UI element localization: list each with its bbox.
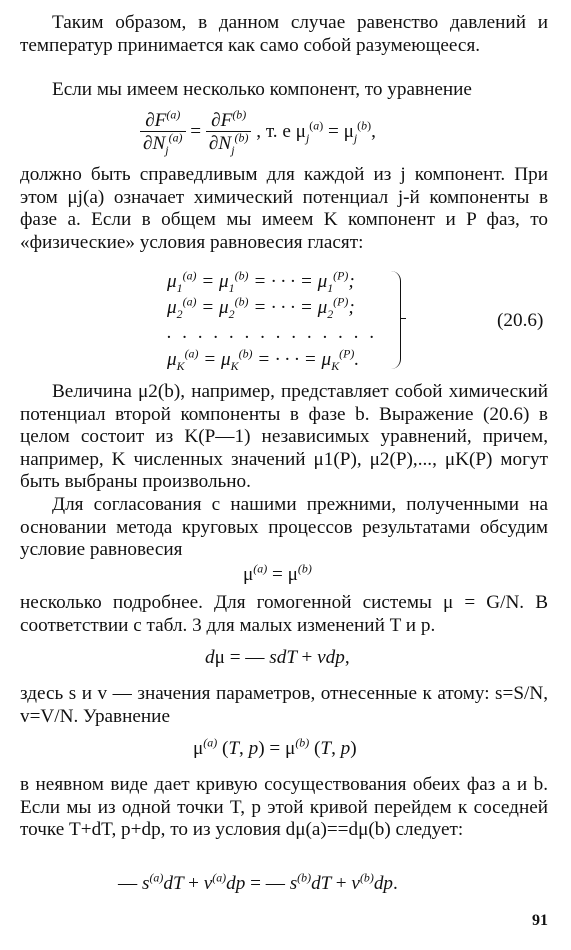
equation-dmu: dμ = — sdT + vdp, [205,647,350,668]
paragraph-3-text: должно быть справедливым для каждой из j компонент. При этом μj(a) означает химический потенциал j-й компоненты в фазе a. Если в общем мы имеем K компонент и P фаз, то «физические» условия равновесия гласят: [20,164,548,253]
paragraph-8 [20,774,548,842]
paragraph-2-text: Если мы имеем несколько компонент, то уравнение [52,79,472,100]
equation-final: — $s^{(a)}dT + v^{(a)}dp$ = — $s^{(b)}dT + v^{(b)}dp$. [118,870,398,894]
paragraph-5-text: Для согласования с нашими прежними, полученными на основании метода круговых процессов результатами обсудим условие равновесия [20,494,548,561]
system-brace-tip [400,318,406,319]
equation-number-20-6: (20.6) [497,310,544,331]
paragraph-4 [20,381,548,494]
paragraph-8-text: в неявном виде дает кривую сосуществования обеих фаз a и b. Если мы из одной точки T, p этой кривой перейдем к соседней точке T+dT, p+dp, то из условия dμ(a)==dμ(b) следует: [20,774,548,841]
system-row-dots: . . . . . . . . . . . . . . [167,322,378,343]
fraction-a: $\frac{\partial F^{(a)}}{\partial N_j^{(a)}}$ [140,110,186,155]
equation-partial-derivatives: $\frac{\partial F^{(a)}}{\partial N_j^{(a)}}$ = $\frac{\partial F^{(b)}}{\partial N_j^{(b)}}$ , т. е $\mu_j^{(a)} = \mu_j^{(b)}$, [140,110,376,155]
paragraph-7 [20,683,548,728]
paragraph-1 [20,12,548,57]
page-number: 91 [532,912,548,929]
system-row-k: $\mu_K^{(a)} = \mu_K^{(b)}$ = · · · = $\mu_K^{(P)}$. [167,346,360,373]
paragraph-1-text: Таким образом, в данном случае равенство давлений и температур принимается как само собой разумеющееся. [20,12,548,56]
system-row-1: $\mu_1^{(a)} = \mu_1^{(b)}$ = · · · = $\mu_1^{(P)}$; [167,268,355,295]
paragraph-3 [20,164,548,254]
equation-equilibrium: $\mu^{(a)} = \mu^{(b)}$ [243,561,312,585]
system-row-2: $\mu_2^{(a)} = \mu_2^{(b)}$ = · · · = $\mu_2^{(P)}$; [167,294,355,321]
paragraph-4-text: Величина μ2(b), например, представляет собой химический потенциал второй компоненты в фазе b. Выражение (20.6) в целом состоит из K(P—1) независимых уравнений, причем, например, K численных значений μ1(P), μ2(P),..., μK(P) могут быть выбраны произвольно. [20,381,548,493]
paragraph-5 [20,494,548,562]
system-brace [386,271,401,369]
paragraph-2 [20,79,548,102]
fraction-b: $\frac{\partial F^{(b)}}{\partial N_j^{(b)}}$ [206,110,252,155]
paragraph-6 [20,592,548,637]
paragraph-7-text: здесь s и v — значения параметров, отнесенные к атому: s=S/N, v=V/N. Уравнение [20,683,548,727]
equation-mu-tp: $\mu^{(a)}$ (T, $p) = \mu^{(b)}$ (T, p) [193,735,357,759]
paragraph-6-text: несколько подробнее. Для гомогенной системы μ = G/N. В соответствии с табл. 3 для малых изменений T и p. [20,592,548,636]
